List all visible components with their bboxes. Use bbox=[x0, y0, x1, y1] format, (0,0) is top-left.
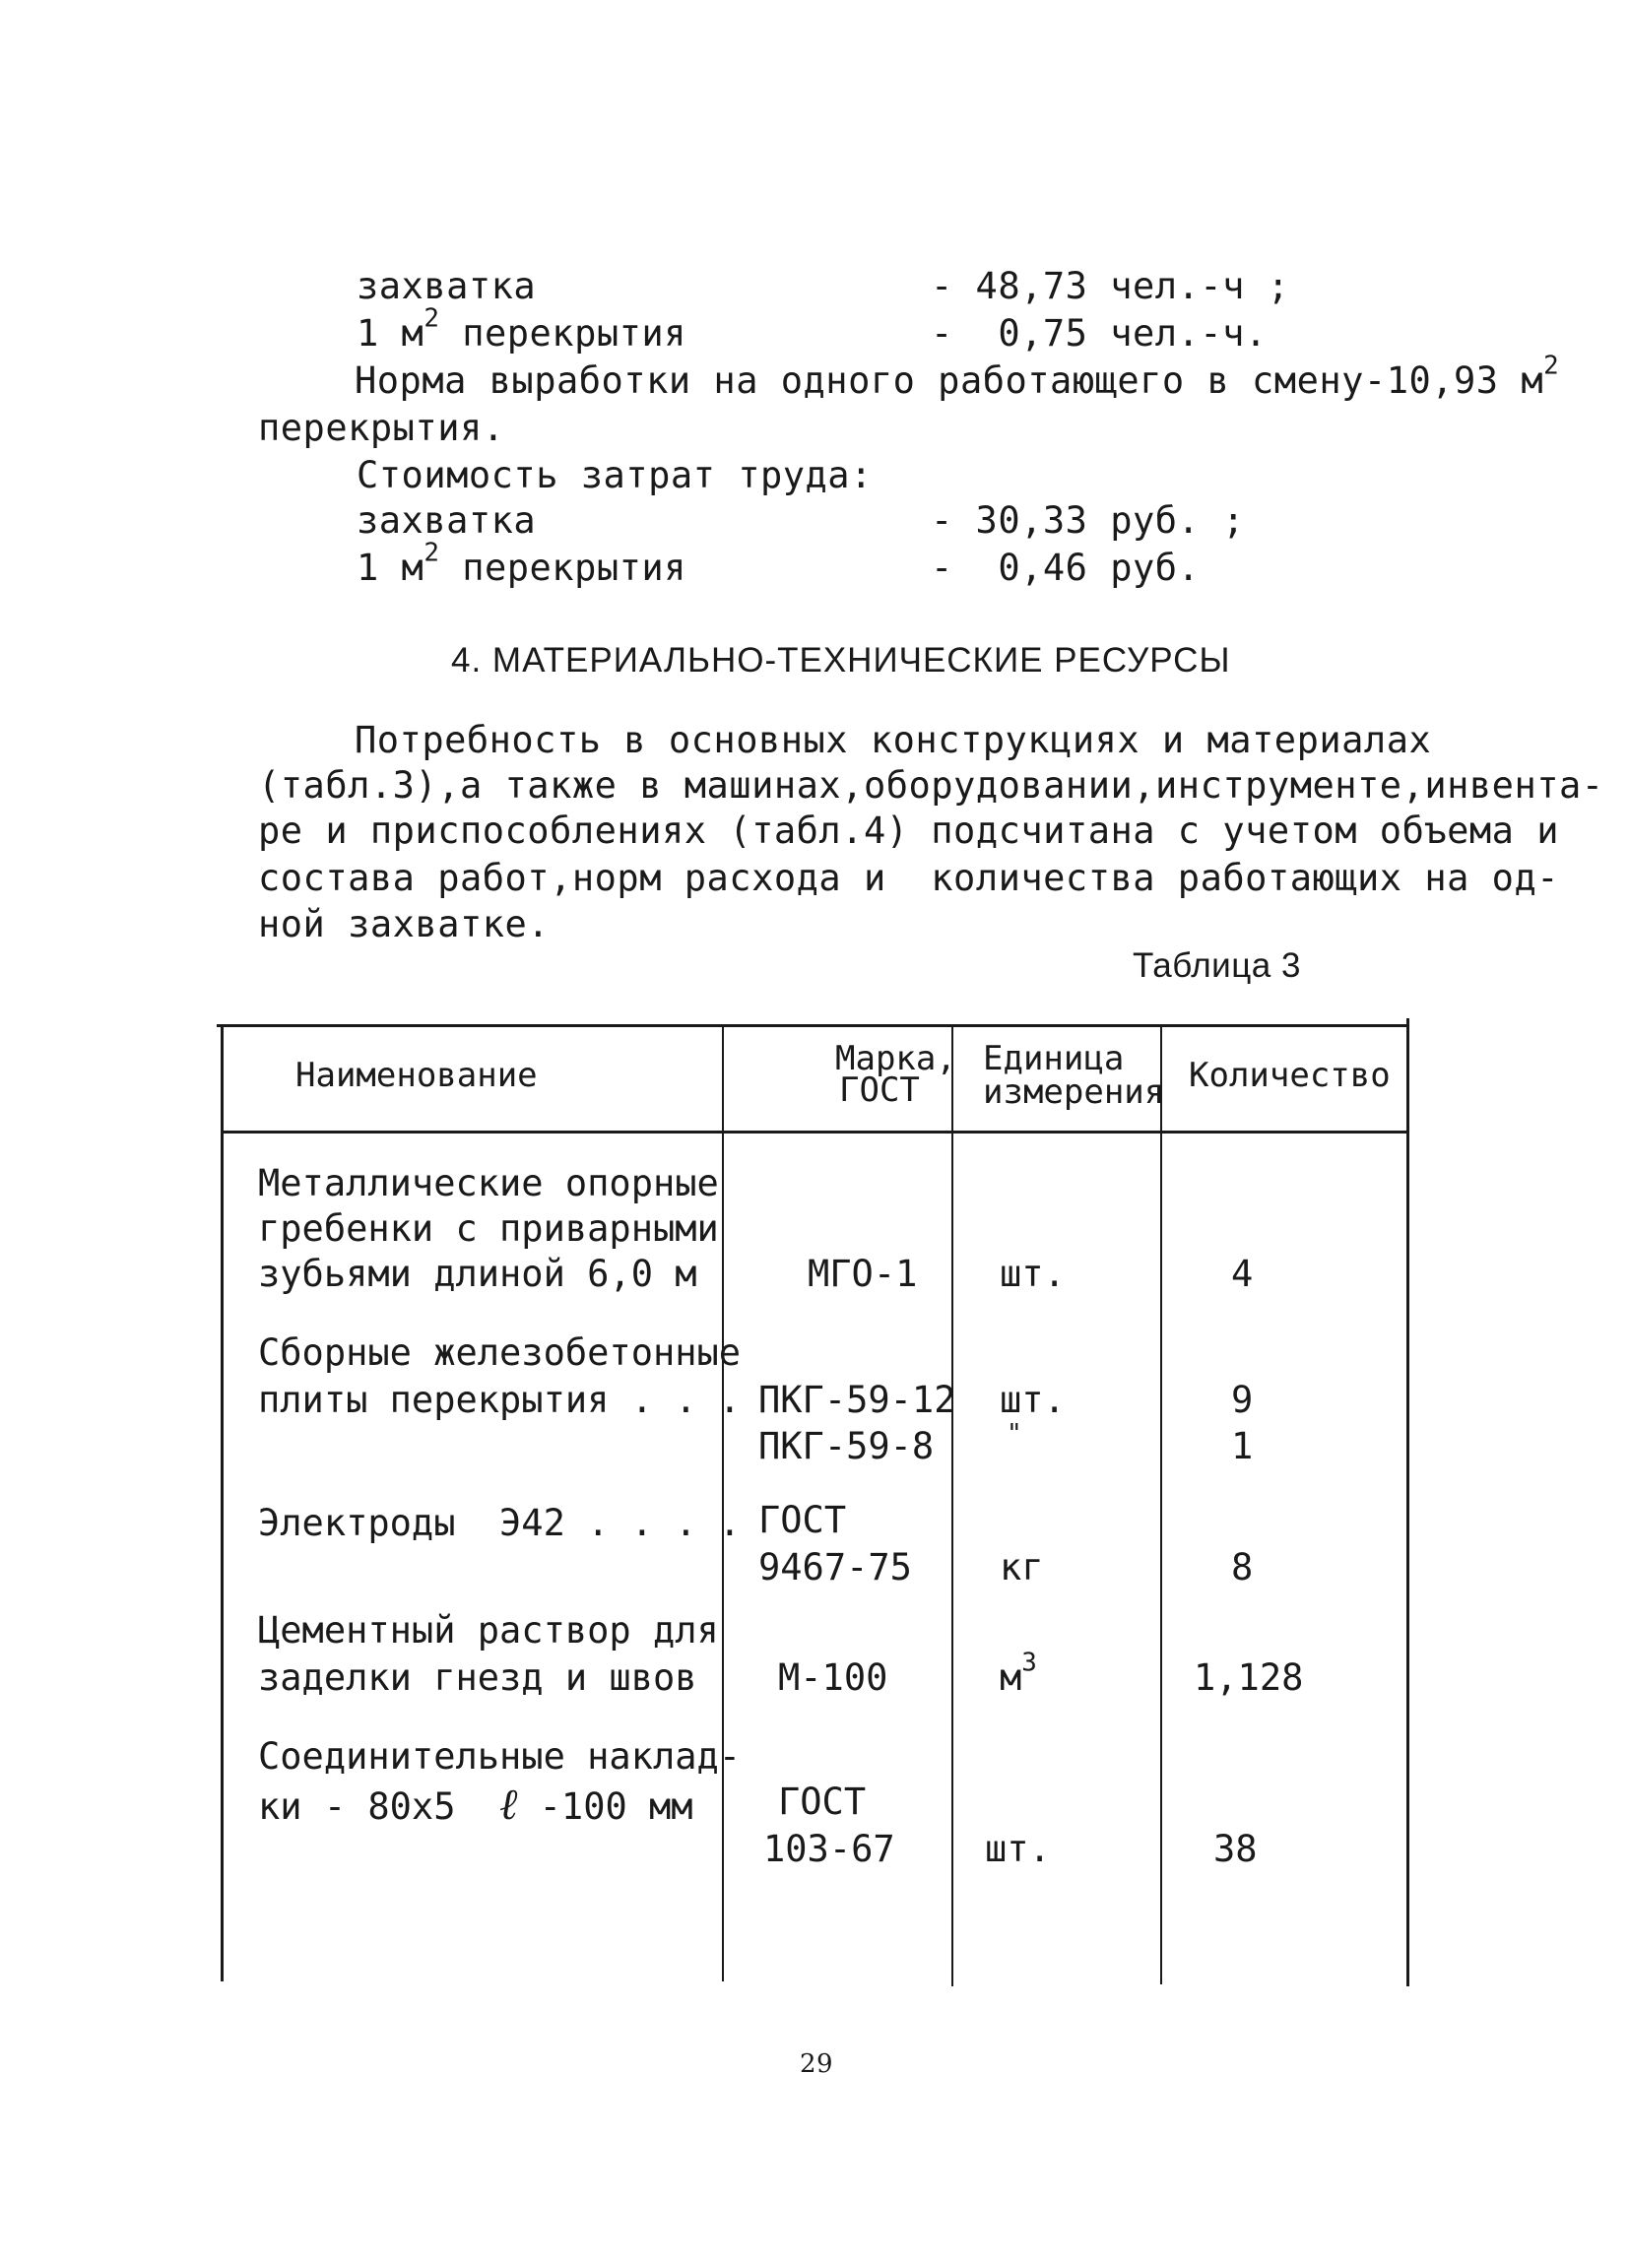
row2-name-2: плиты перекрытия . . . bbox=[258, 1379, 742, 1421]
header-mark-2: ГОСТ bbox=[839, 1070, 920, 1110]
header-name: Наименование bbox=[295, 1056, 538, 1095]
labor-line2-value: - 0,75 чел.-ч. bbox=[931, 312, 1268, 355]
row5-unit: шт. bbox=[985, 1828, 1051, 1870]
table-col-divider-3 bbox=[1160, 1024, 1162, 1984]
row2-mark-1: ПКГ-59-12 bbox=[758, 1379, 956, 1421]
para-line-2: (табл.3),а также в машинах,оборудовании,инструменте,инвента- bbox=[258, 764, 1604, 807]
row5-mark-2: 103-67 bbox=[763, 1828, 895, 1870]
header-unit-1: Единица bbox=[983, 1039, 1125, 1078]
table-right-border bbox=[1406, 1018, 1409, 1986]
row4-name-2: заделки гнезд и швов bbox=[258, 1656, 697, 1699]
row5-mark-1: ГОСТ bbox=[778, 1781, 867, 1823]
labor-line1-label: захватка bbox=[357, 265, 537, 307]
row4-mark: М-100 bbox=[778, 1656, 888, 1699]
row3-qty: 8 bbox=[1231, 1546, 1254, 1588]
row4-qty: 1,128 bbox=[1194, 1656, 1304, 1699]
row5-name-2: ки - 80х5 ℓ -100 мм bbox=[258, 1780, 693, 1830]
table-top-rule bbox=[217, 1024, 1408, 1027]
row4-name-1: Цементный раствор для bbox=[258, 1609, 719, 1652]
labor-line1-value: - 48,73 чел.-ч ; bbox=[931, 265, 1290, 307]
row4-unit: $м^3$ bbox=[1000, 1648, 1037, 1699]
norm-line2: перекрытия. bbox=[258, 407, 505, 449]
para-line-5: ной захватке. bbox=[258, 903, 551, 945]
row5-qty: 38 bbox=[1213, 1828, 1258, 1870]
norm-line1: Норма выработки на одного работающего в смену-10,93 $м^2$ bbox=[355, 351, 1560, 402]
header-qty: Количество bbox=[1189, 1056, 1391, 1095]
para-line-3: ре и приспособлениях (табл.4) подсчитана с учетом объема и bbox=[258, 810, 1560, 852]
header-mark-1: Марка, bbox=[835, 1039, 956, 1078]
table-caption: Таблица 3 bbox=[1133, 946, 1301, 985]
row1-name-2: гребенки с приварными bbox=[258, 1207, 719, 1250]
para-line-4: состава работ,норм расхода и количества работающих на од- bbox=[258, 857, 1560, 899]
row1-qty: 4 bbox=[1231, 1253, 1254, 1295]
row1-unit: шт. bbox=[1000, 1253, 1066, 1295]
cost-line2-label: 1 $м^2$ перекрытия bbox=[357, 538, 686, 589]
row3-mark-2: 9467-75 bbox=[758, 1546, 912, 1588]
row2-qty-2: 1 bbox=[1231, 1425, 1254, 1467]
cost-line1-value: - 30,33 руб. ; bbox=[931, 499, 1245, 542]
row1-mark: МГО-1 bbox=[808, 1253, 918, 1295]
table-left-border bbox=[221, 1024, 224, 1981]
cost-line1-label: захватка bbox=[357, 499, 537, 542]
row3-mark-1: ГОСТ bbox=[758, 1499, 847, 1541]
row1-name-1: Металлические опорные bbox=[258, 1162, 719, 1204]
header-unit-2: измерения bbox=[983, 1072, 1165, 1112]
row3-unit: кг bbox=[1000, 1546, 1044, 1588]
table-header-rule bbox=[221, 1131, 1408, 1134]
row2-mark-2: ПКГ-59-8 bbox=[758, 1425, 935, 1467]
row2-qty-1: 9 bbox=[1231, 1379, 1254, 1421]
row2-unit-1: шт. bbox=[1000, 1379, 1066, 1421]
para-line-1: Потребность в основных конструкциях и материалах bbox=[355, 719, 1432, 761]
table-col-divider-2 bbox=[951, 1026, 953, 1986]
row5-name-1: Соединительные наклад- bbox=[258, 1735, 742, 1778]
cost-line2-value: - 0,46 руб. bbox=[931, 547, 1201, 589]
labor-line2-label: 1 $м^2$ перекрытия bbox=[357, 303, 686, 355]
row2-unit-2: " bbox=[1007, 1419, 1022, 1449]
section-title: 4. МАТЕРИАЛЬНО-ТЕХНИЧЕСКИЕ РЕСУРСЫ bbox=[451, 641, 1231, 680]
cost-title: Стоимость затрат труда: bbox=[357, 454, 873, 496]
row1-name-3: зубьями длиной 6,0 м bbox=[258, 1253, 697, 1295]
page-number: 29 bbox=[800, 2049, 834, 2079]
row2-name-1: Сборные железобетонные bbox=[258, 1331, 742, 1374]
row3-name: Электроды Э42 . . . . bbox=[258, 1502, 742, 1544]
